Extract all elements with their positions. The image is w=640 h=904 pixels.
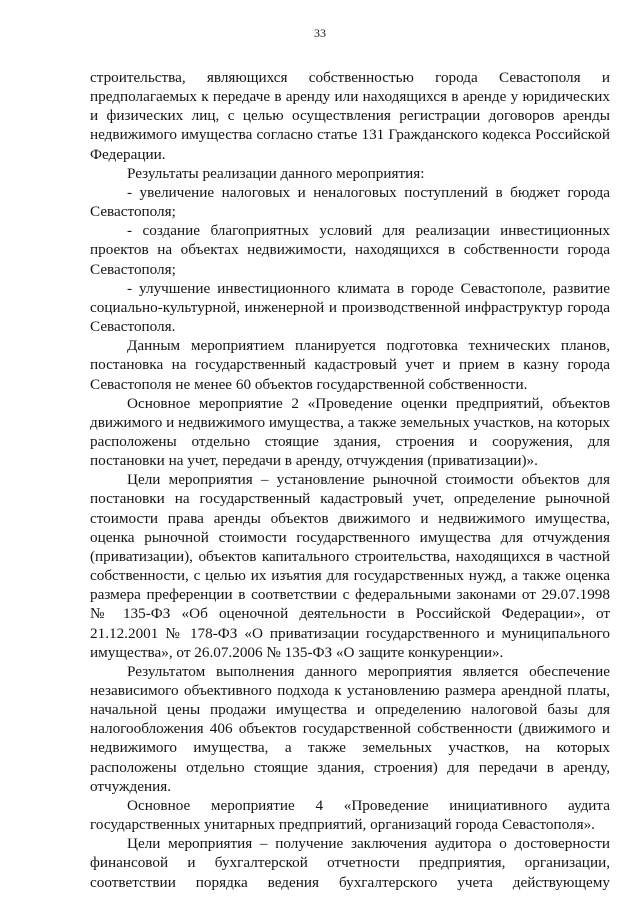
paragraph: Основное мероприятие 2 «Проведение оценки предприятий, объектов движимого и недвижимого имущества, а также земельных участков, на которых расположены отдельно стоящие здания, строения и сооружения, для постановки на учет, передачи в аренду, отчуждения (приватизации)».: [90, 394, 610, 470]
paragraph: Цели мероприятия – установление рыночной стоимости объектов для постановки на государственный кадастровый учет, определение рыночной стоимости права аренды объектов движимого и недвижимого имущества, оценка рыночной стоимости государственного имущества для отчуждения (приватизации), объектов капитального строительства, находящихся в частной собственности, с целью их изъятия для государственных нужд, а также оценка размера преференции в соответствии с федеральными законами от 29.07.1998 № 135-ФЗ «Об оценочной деятельности в Российской Федерации», от 21.12.2001 № 178-ФЗ «О приватизации государственного и муниципального имущества», от 26.07.2006 № 135-ФЗ «О защите конкуренции».: [90, 471, 610, 661]
list-item: - увеличение налоговых и неналоговых поступлений в бюджет города Севастополя;: [90, 183, 610, 221]
paragraph: Основное мероприятие 4 «Проведение инициативного аудита государственных унитарных предприятий, организаций города Севастополя».: [90, 796, 610, 834]
paragraph: строительства, являющихся собственностью города Севастополя и предполагаемых к передаче в аренду или находящихся в аренде у юридических и физических лиц, с целью осуществления регистрации договоров аренды недвижимого имущества согласно статье 131 Гражданского кодекса Российской Федерации.: [90, 69, 610, 163]
paragraph: Цели мероприятия – получение заключения аудитора о достоверности финансовой и бухгалтерской отчетности предприятия, организации, соответствии порядка ведения бухгалтерского учета действующему: [90, 835, 610, 891]
list-item: - улучшение инвестиционного климата в городе Севастополе, развитие социально-культурной, инженерной и производственной инфраструктур города Севастополя.: [90, 279, 610, 336]
paragraph: Данным мероприятием планируется подготовка технических планов, постановка на государственный кадастровый учет и прием в казну города Севастополя не менее 60 объектов государственной собственности.: [90, 337, 610, 393]
list-item: - создание благоприятных условий для реализации инвестиционных проектов на объектах недвижимости, находящихся в собственности города Севастополя;: [90, 222, 610, 278]
page-number: 33: [314, 26, 326, 40]
body-text: [90, 68, 610, 891]
paragraph: Результатом выполнения данного мероприятия является обеспечение независимого объективного подхода к установлению размера арендной платы, начальной цены продажи имущества и определению налоговой базы для налогообложения 406 объектов государственной собственности (движимого и недвижимого имущества, а также земельных участков, на которых расположены отдельно стоящие здания, строения) для передачи в аренду, отчуждения.: [90, 662, 610, 795]
paragraph: Результаты реализации данного мероприятия:: [127, 164, 425, 182]
